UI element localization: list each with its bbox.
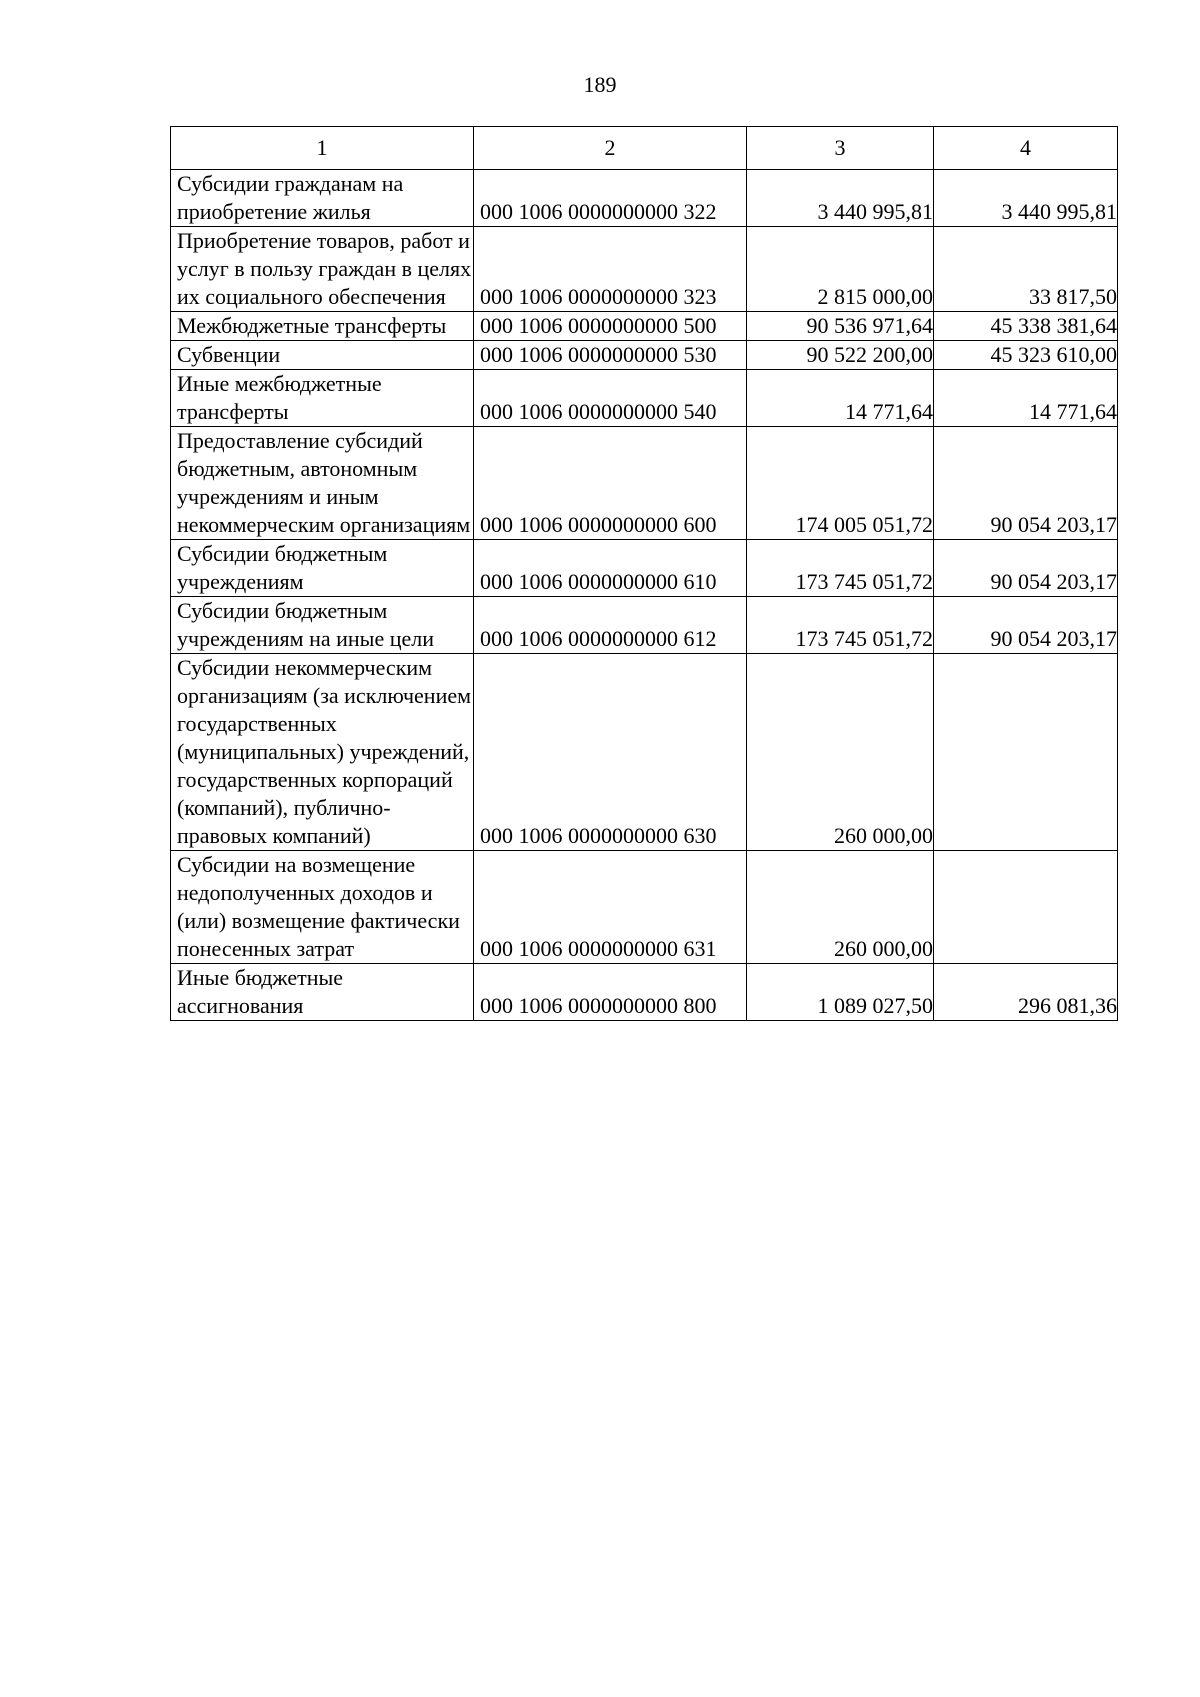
- table-header: [171, 127, 1118, 170]
- row-value-col4: [934, 851, 1118, 964]
- table-row: [171, 540, 1118, 597]
- table-row: [171, 170, 1118, 227]
- row-name: Иные межбюджетные трансферты: [171, 370, 474, 427]
- row-name: Иные бюджетные ассигнования: [171, 964, 474, 1021]
- row-code: 000 1006 0000000000 612: [474, 597, 747, 654]
- header-row: [171, 127, 1118, 170]
- column-header-1: 1: [171, 127, 474, 170]
- column-header-2: 2: [474, 127, 747, 170]
- row-value-col3: 1 089 027,50: [747, 964, 934, 1021]
- row-name: Приобретение товаров, работ и услуг в пользу граждан в целях их социального обеспечения: [171, 227, 474, 312]
- budget-table: [170, 126, 1118, 1021]
- row-name: Субвенции: [171, 341, 474, 370]
- row-code: 000 1006 0000000000 540: [474, 370, 747, 427]
- row-name: Субсидии некоммерческим организациям (за исключением государственных (муниципальных) учреждений, государственных корпораций (компаний), публично-правовых компаний): [171, 654, 474, 851]
- row-name: Межбюджетные трансферты: [171, 312, 474, 341]
- table-row: [171, 964, 1118, 1021]
- table-row: [171, 654, 1118, 851]
- row-value-col3: 260 000,00: [747, 654, 934, 851]
- table-row: [171, 370, 1118, 427]
- column-header-4: 4: [934, 127, 1118, 170]
- row-code: 000 1006 0000000000 530: [474, 341, 747, 370]
- row-value-col3: 90 536 971,64: [747, 312, 934, 341]
- row-value-col3: 3 440 995,81: [747, 170, 934, 227]
- row-value-col4: 14 771,64: [934, 370, 1118, 427]
- row-name: Субсидии на возмещение недополученных доходов и (или) возмещение фактически понесенных затрат: [171, 851, 474, 964]
- row-name: Субсидии бюджетным учреждениям: [171, 540, 474, 597]
- table-row: [171, 597, 1118, 654]
- table-row: [171, 341, 1118, 370]
- row-name: Субсидии гражданам на приобретение жилья: [171, 170, 474, 227]
- row-value-col4: 90 054 203,17: [934, 597, 1118, 654]
- row-value-col4: 45 338 381,64: [934, 312, 1118, 341]
- row-name: Предоставление субсидий бюджетным, автономным учреждениям и иным некоммерческим организациям: [171, 427, 474, 540]
- table-row: [171, 227, 1118, 312]
- page-number: 189: [583, 72, 617, 97]
- row-value-col3: 90 522 200,00: [747, 341, 934, 370]
- row-code: 000 1006 0000000000 630: [474, 654, 747, 851]
- table-row: [171, 851, 1118, 964]
- row-value-col3: 14 771,64: [747, 370, 934, 427]
- row-code: 000 1006 0000000000 322: [474, 170, 747, 227]
- column-header-3: 3: [747, 127, 934, 170]
- row-code: 000 1006 0000000000 600: [474, 427, 747, 540]
- row-value-col4: 33 817,50: [934, 227, 1118, 312]
- row-code: 000 1006 0000000000 631: [474, 851, 747, 964]
- row-code: 000 1006 0000000000 800: [474, 964, 747, 1021]
- row-value-col4: 90 054 203,17: [934, 540, 1118, 597]
- row-value-col4: 296 081,36: [934, 964, 1118, 1021]
- row-code: 000 1006 0000000000 610: [474, 540, 747, 597]
- row-value-col4: 45 323 610,00: [934, 341, 1118, 370]
- table-row: [171, 312, 1118, 341]
- row-value-col3: 2 815 000,00: [747, 227, 934, 312]
- row-value-col3: 173 745 051,72: [747, 540, 934, 597]
- row-value-col3: 173 745 051,72: [747, 597, 934, 654]
- row-value-col4: 90 054 203,17: [934, 427, 1118, 540]
- table-row: [171, 427, 1118, 540]
- row-value-col3: 174 005 051,72: [747, 427, 934, 540]
- row-code: 000 1006 0000000000 500: [474, 312, 747, 341]
- row-code: 000 1006 0000000000 323: [474, 227, 747, 312]
- row-value-col4: 3 440 995,81: [934, 170, 1118, 227]
- table-body: [171, 170, 1118, 1021]
- row-name: Субсидии бюджетным учреждениям на иные цели: [171, 597, 474, 654]
- row-value-col4: [934, 654, 1118, 851]
- row-value-col3: 260 000,00: [747, 851, 934, 964]
